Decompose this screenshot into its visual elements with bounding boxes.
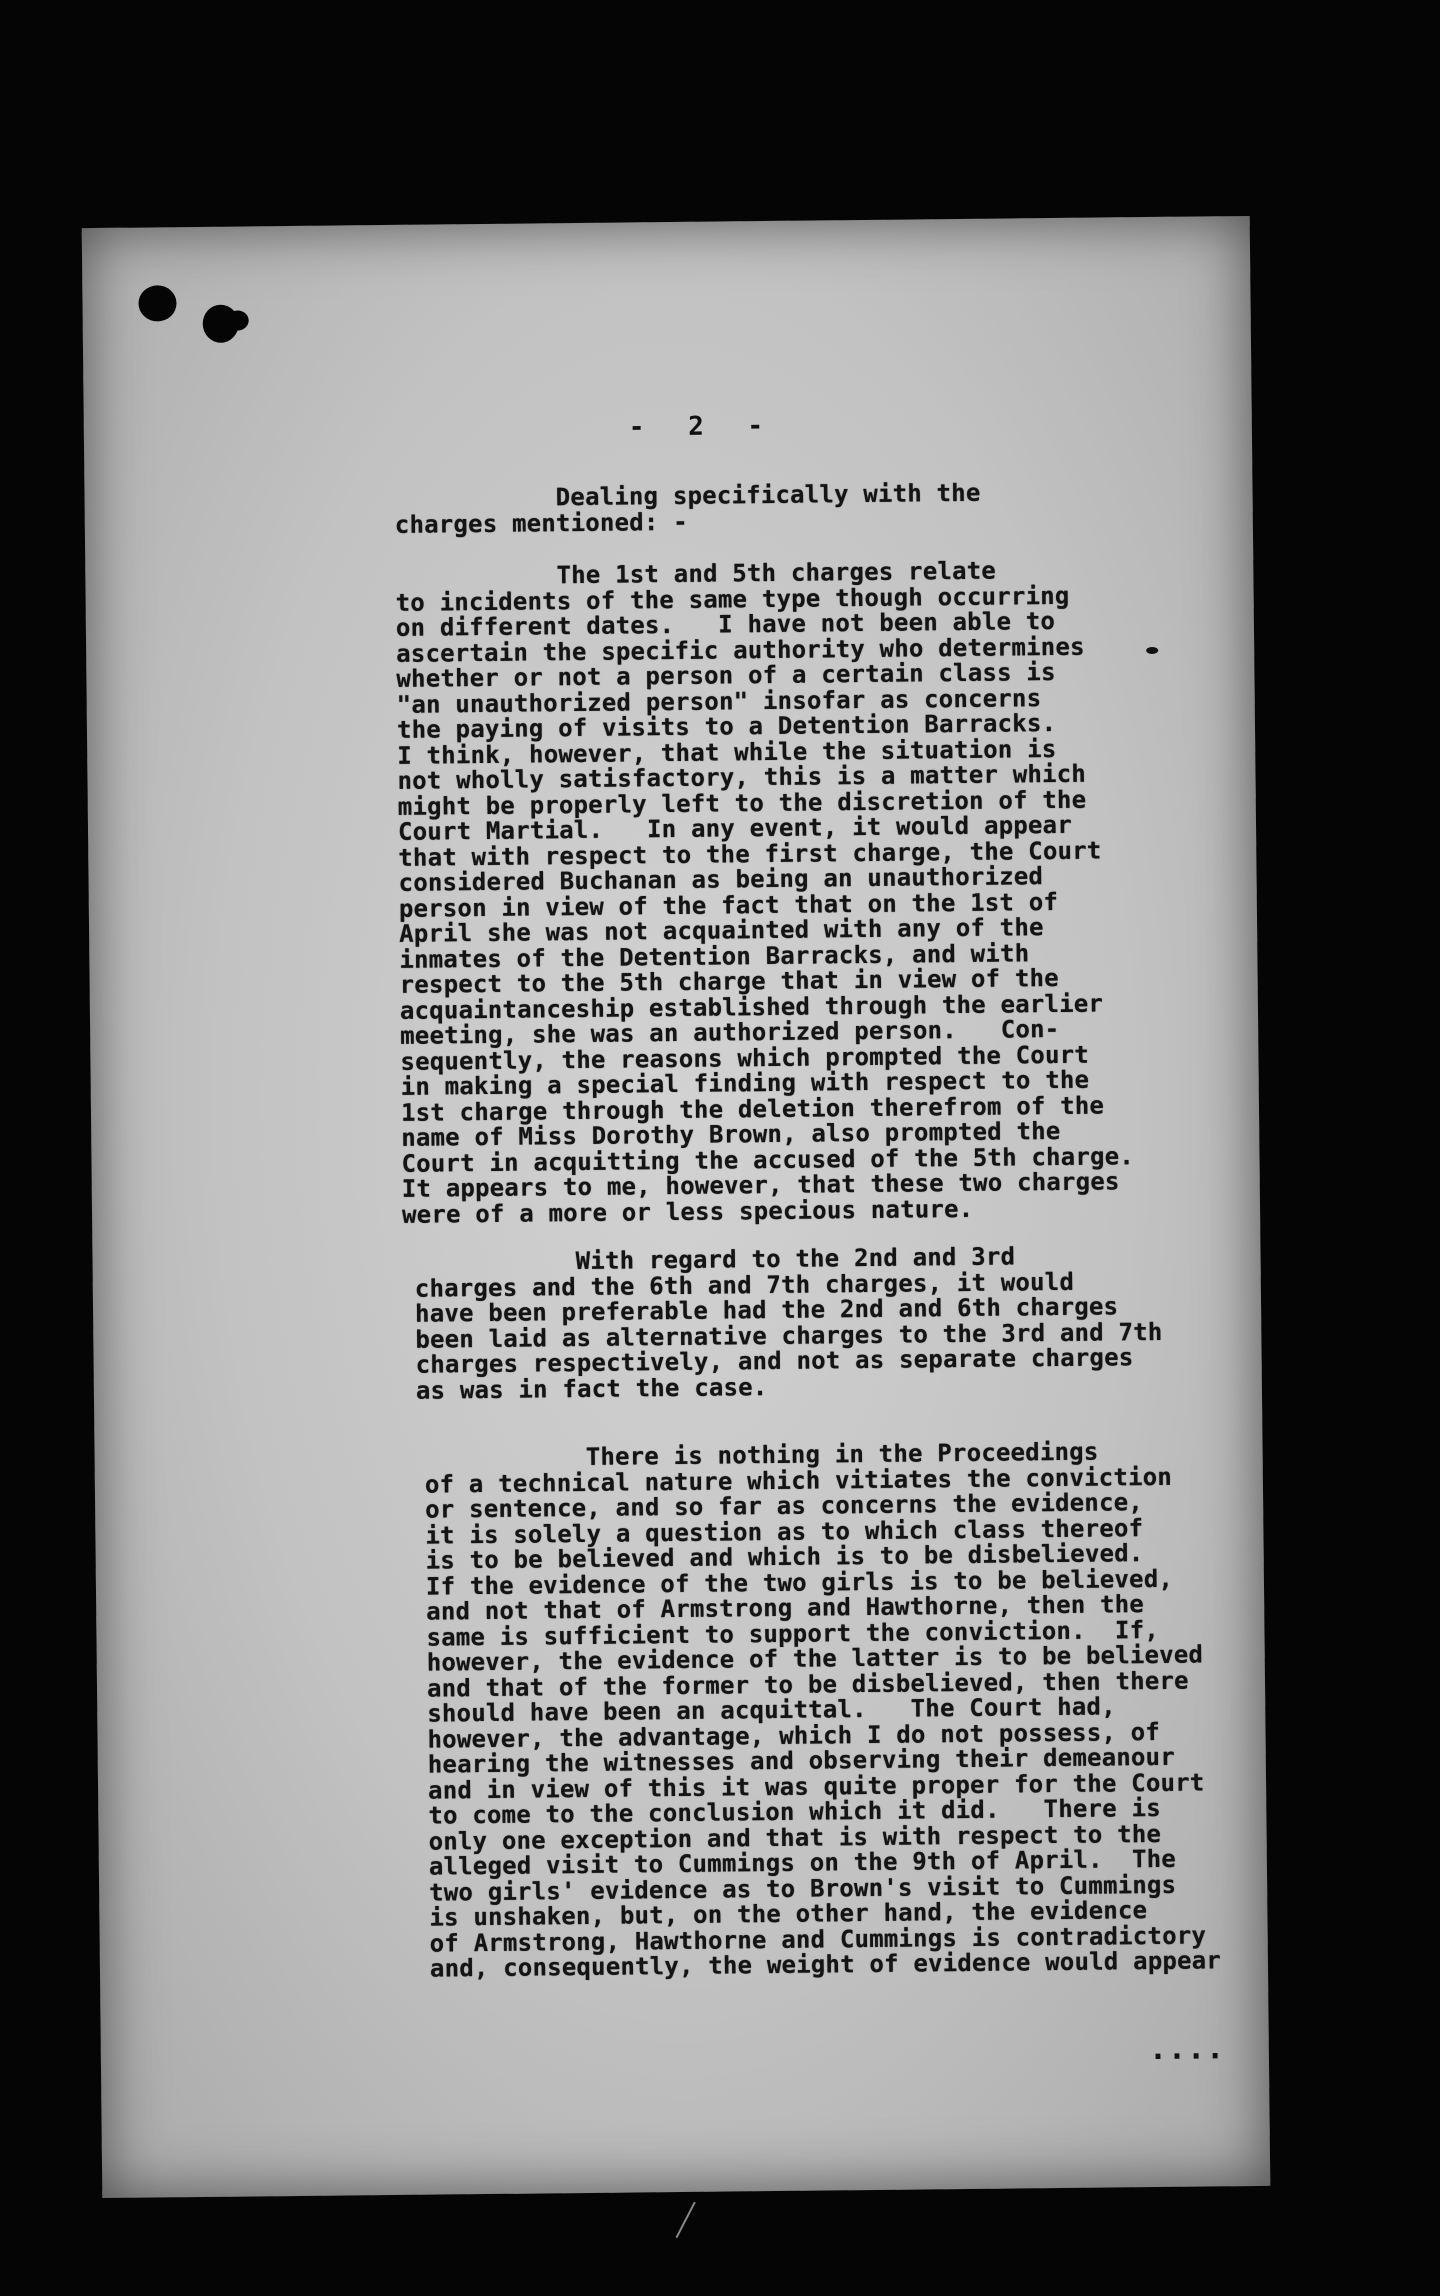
text-line: whether or not a person of a certain class is [396,657,1056,693]
text-line: on different dates. I have not been able to [395,606,1056,642]
text-line: of a technical nature which vitiates the conviction [424,1462,1173,1499]
text-line: charges and the 6th and 7th charges, it would [414,1267,1075,1303]
text-line: in making a special finding with respect to the [400,1065,1090,1101]
text-line: inmates of the Detention Barracks, and with [399,938,1030,974]
text-line: to come to the conclusion which it did. There is [428,1793,1161,1830]
paragraph-evidence [424,1438,1221,1982]
text-line: If the evidence of the two girls is to be believed, [425,1564,1174,1601]
text-line: It appears to me, however, that these two charges [401,1167,1120,1203]
document-page [82,216,1271,2198]
text-line: have been preferable had the 2nd and 6th charges [414,1292,1119,1328]
text-line: "an unauthorized person" insofar as concerns [396,683,1042,719]
continuation-mark: .... [1148,2031,1226,2068]
text-line: to incidents of the same type though occurring [395,581,1070,617]
text-line: two girls' evidence as to Brown's visit to Cummings [429,1870,1177,1907]
text-line: There is nothing in the Proceedings [424,1437,1099,1473]
text-line: it is solely a question as to which class thereof [425,1513,1144,1550]
text-line: were of a more or less specious nature. [401,1194,974,1229]
paragraph-charges-2-3-6-7 [414,1243,1163,1404]
text-line: 1st charge through the deletion therefrom of the [400,1091,1105,1127]
text-line: respect to the 5th charge that in view of the [399,963,1059,999]
text-line: Court Martial. In any event, it would appear [397,810,1073,846]
punch-hole [227,310,249,330]
text-line: the paying of visits to a Detention Barracks. [396,708,1057,744]
punch-hole [138,285,176,321]
text-line: is unshaken, but, on the other hand, the evidence [429,1896,1148,1932]
text-line: of Armstrong, Hawthorne and Cummings is contradictory [429,1920,1207,1958]
text-line: and, consequently, the weight of evidence would appear [429,1946,1222,1983]
text-line: considered Buchanan as being an unauthorized [398,862,1044,897]
text-line: and not that of Armstrong and Hawthorne, then the [426,1590,1145,1626]
text-line: Court in acquitting the accused of the 5th charge. [401,1141,1135,1178]
text-line: not wholly satisfactory, this is a matter which [397,759,1087,795]
text-line: should have been an acquittal. The Court had, [427,1692,1116,1728]
text-line: or sentence, and so far as concerns the evidence, [425,1488,1144,1524]
text-line: is to be believed and which is to be disbelieved. [425,1539,1144,1575]
text-line: Dealing specifically with the [394,478,981,513]
text-line: charges respectively, and not as separate charges [415,1343,1134,1379]
text-line: acquaintanceship established through the earlier [399,989,1104,1025]
text-line: person in view of the fact that on the 1st of [398,887,1059,923]
text-line: alleged visit to Cummings on the 9th of April. The [428,1844,1177,1881]
text-line: only one exception and that is with respect to the [428,1819,1162,1856]
text-line: however, the advantage, which I do not possess, of [427,1717,1161,1754]
text-line: meeting, she was an authorized person. Con- [400,1014,1060,1050]
text-line: charges mentioned: - [394,507,688,539]
page-number: - 2 - [628,410,778,443]
text-line: that with respect to the first charge, the Court [398,836,1102,872]
text-line: been laid as alternative charges to the 3rd and 7th [415,1317,1163,1354]
text-line: April she was not acquainted with any of the [398,913,1044,948]
margin-ink-mark [1146,647,1158,654]
text-line: might be properly left to the discretion of the [397,785,1087,821]
text-line: I think, however, that while the situation is [397,734,1057,770]
film-scratch [676,2202,696,2238]
text-line: hearing the witnesses and observing their demeanour [427,1742,1176,1779]
text-line: The 1st and 5th charges relate [395,556,997,591]
text-line: as was in fact the case. [415,1372,768,1405]
text-line: same is sufficient to support the conviction. If, [426,1615,1160,1652]
paragraph-charges-1-5 [395,557,1134,1228]
text-line: and that of the former to be disbelieved, then there [426,1666,1189,1703]
text-line: ascertain the specific authority who determines [396,632,1085,668]
text-line: name of Miss Dorothy Brown, also prompted the [401,1116,1061,1152]
text-line: however, the evidence of the latter is to be believed [426,1640,1204,1677]
text-line: and in view of this it was quite proper for the Court [427,1767,1205,1805]
paragraph-intro [394,478,981,539]
text-line: With regard to the 2nd and 3rd [414,1242,1016,1277]
text-line: sequently, the reasons which prompted the Court [400,1040,1090,1076]
